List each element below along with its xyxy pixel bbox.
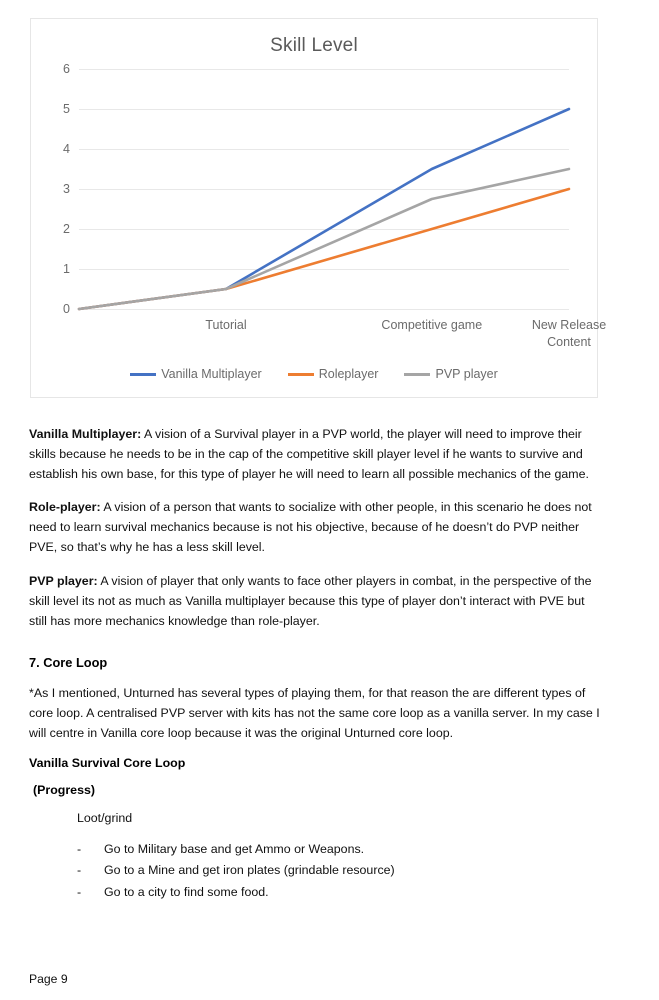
series-line	[79, 109, 569, 309]
chart-series-lines	[79, 69, 569, 309]
series-line	[79, 189, 569, 309]
subheading-vanilla-survival-core-loop: Vanilla Survival Core Loop	[29, 756, 186, 771]
legend-item[interactable]	[288, 367, 379, 381]
paragraph-text-role-player: A vision of a person that wants to socialize with other people, in this scenario he does not need to learn survival mechanics because is not his objective, because of he doesn’t do PVP neither PVE, so that’s why he has a less skill level.	[29, 500, 592, 555]
bullet-marker: -	[77, 863, 82, 878]
chart-title: Skill Level	[270, 35, 358, 56]
x-axis-tick-label: Tutorial	[205, 318, 247, 332]
list-item	[29, 840, 603, 859]
paragraph-pvp-player	[29, 571, 603, 631]
document-body	[29, 424, 603, 904]
paragraph-text-vanilla-multiplayer: A vision of a Survival player in a PVP world, the player will need to improve their skills because he needs to be in the cap of the competitive skill player level if he wants to survive and establish his own base, for this type of player he will need to learn all possible mechanics of the game.	[29, 427, 589, 482]
list-item	[29, 861, 603, 880]
y-axis-tick-label: 5	[63, 102, 70, 116]
bullet-marker: -	[77, 884, 82, 899]
legend-label: PVP player	[435, 367, 498, 381]
list-item-text: Go to Military base and get Ammo or Weapons.	[104, 842, 365, 857]
section-paragraph-core-loop: *As I mentioned, Unturned has several types of playing them, for that reason the are different types of core loop. A centralised PVP server with kits has not the same core loop as a vanilla server. In my case I will centre in Vanilla core loop because it was the original Unturned core loop.	[29, 685, 600, 741]
y-axis-tick-label: 4	[63, 142, 70, 156]
y-axis-tick-label: 1	[63, 262, 70, 276]
paragraph-lead-pvp-player: PVP player:	[29, 573, 98, 588]
legend-item[interactable]	[130, 367, 262, 381]
label-loot-grind: Loot/grind	[77, 811, 133, 826]
paragraph-text-pvp-player: A vision of player that only wants to face other players in combat, in the perspective of the skill level its not as much as Vanilla multiplayer because this type of player don’t interact with PVE but still has more mechanics knowledge than role-player.	[29, 573, 592, 628]
legend-item[interactable]	[404, 367, 497, 381]
legend-color-swatch-icon	[404, 373, 430, 376]
y-axis-tick-label: 3	[63, 182, 70, 196]
chart-legend	[31, 367, 597, 381]
legend-label: Vanilla Multiplayer	[161, 367, 262, 381]
paragraph-vanilla-multiplayer	[29, 424, 603, 484]
legend-label: Roleplayer	[318, 367, 379, 381]
y-axis-tick-label: 0	[63, 302, 70, 316]
y-axis-tick-label: 6	[63, 62, 70, 76]
page-footer: Page 9	[29, 972, 68, 986]
paragraph-role-player	[29, 497, 603, 557]
x-axis-tick-label: Competitive game	[381, 318, 483, 332]
x-axis-tick-label: New Release Content	[531, 318, 607, 349]
paragraph-lead-vanilla-multiplayer: Vanilla Multiplayer:	[29, 427, 142, 441]
list-item-text: Go to a Mine and get iron plates (grindable resource)	[104, 863, 395, 878]
section-heading-core-loop: 7. Core Loop	[29, 654, 108, 670]
paragraph-lead-role-player: Role-player:	[29, 500, 101, 515]
skill-level-chart	[30, 18, 607, 398]
bullet-marker: -	[77, 842, 82, 857]
series-line	[79, 169, 569, 309]
y-axis-tick-label: 2	[63, 222, 70, 236]
label-progress: (Progress)	[33, 783, 95, 798]
legend-color-swatch-icon	[288, 373, 314, 376]
chart-plot-area	[63, 62, 607, 349]
legend-color-swatch-icon	[130, 373, 156, 376]
core-loop-bullet-list	[29, 840, 603, 902]
gridline	[79, 309, 569, 310]
list-item-text: Go to a city to find some food.	[104, 884, 269, 899]
list-item	[29, 883, 603, 902]
